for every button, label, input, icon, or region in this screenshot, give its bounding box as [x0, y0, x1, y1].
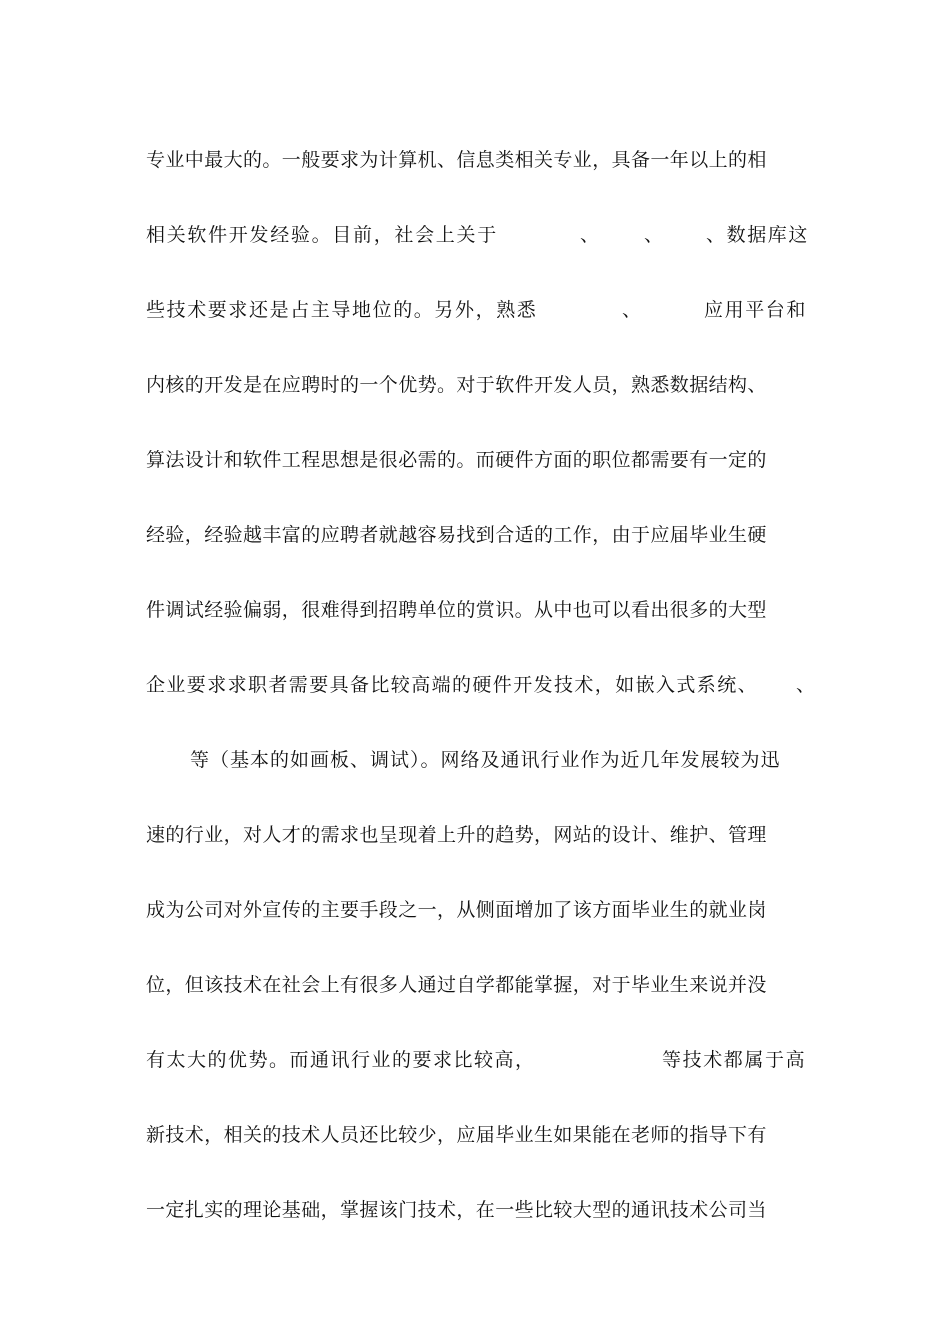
- text-line-14: [146, 1121, 808, 1149]
- text-line-9: [146, 746, 808, 774]
- text-line-3: [146, 296, 808, 324]
- text-line-3-part-2: 、: [622, 299, 642, 321]
- text-line-10: [146, 821, 808, 849]
- text-line-11: [146, 896, 808, 924]
- text-line-2-part-4: 、数据库这: [706, 224, 810, 246]
- text-line-2-part-1: 相关软件开发经验。目前，社会上关于: [146, 224, 498, 246]
- text-line-2-part-3: 、: [644, 224, 664, 246]
- text-line-11-content: 成为公司对外宣传的主要手段之一，从侧面增加了该方面毕业生的就业岗: [146, 899, 767, 921]
- text-line-15-content: 一定扎实的理论基础，掌握该门技术，在一些比较大型的通讯技术公司当: [146, 1199, 767, 1221]
- text-line-2-part-2: 、: [580, 224, 600, 246]
- text-line-6: [146, 521, 808, 549]
- text-line-14-content: 新技术，相关的技术人员还比较少，应届毕业生如果能在老师的指导下有: [146, 1124, 767, 1146]
- text-line-3-part-3: 应用平台和: [704, 299, 808, 321]
- text-line-1: [146, 146, 808, 174]
- text-line-4-content: 内核的开发是在应聘时的一个优势。对于软件开发人员，熟悉数据结构、: [146, 374, 767, 396]
- text-line-1-content: 专业中最大的。一般要求为计算机、信息类相关专业，具备一年以上的相: [146, 149, 767, 171]
- text-line-7-content: 件调试经验偏弱，很难得到招聘单位的赏识。从中也可以看出很多的大型: [146, 599, 767, 621]
- text-line-13: [146, 1046, 808, 1074]
- text-line-5-content: 算法设计和软件工程思想是很必需的。而硬件方面的职位都需要有一定的: [146, 449, 767, 471]
- text-line-15: [146, 1196, 808, 1224]
- text-line-6-content: 经验，经验越丰富的应聘者就越容易找到合适的工作，由于应届毕业生硬: [146, 524, 767, 546]
- text-line-7: [146, 596, 808, 624]
- text-line-9-content: 等（基本的如画板、调试）。网络及通讯行业作为近几年发展较为迅: [190, 749, 781, 771]
- text-line-13-part-2: 等技术都属于高: [662, 1049, 807, 1071]
- text-line-12-content: 位，但该技术在社会上有很多人通过自学都能掌握，对于毕业生来说并没: [146, 974, 767, 996]
- text-line-8-part-1: 企业要求求职者需要具备比较高端的硬件开发技术，如嵌入式系统、: [146, 674, 759, 696]
- text-line-3-part-1: 些技术要求还是占主导地位的。另外，熟悉: [146, 299, 538, 321]
- text-line-5: [146, 446, 808, 474]
- text-line-10-content: 速的行业，对人才的需求也呈现着上升的趋势，网站的设计、维护、管理: [146, 824, 767, 846]
- text-line-8: [146, 671, 816, 699]
- text-line-8-part-2: 、: [796, 674, 816, 696]
- text-line-4: [146, 371, 808, 399]
- text-line-12: [146, 971, 808, 999]
- text-line-2: [146, 221, 808, 249]
- text-line-13-part-1: 有太大的优势。而通讯行业的要求比较高，: [146, 1049, 536, 1071]
